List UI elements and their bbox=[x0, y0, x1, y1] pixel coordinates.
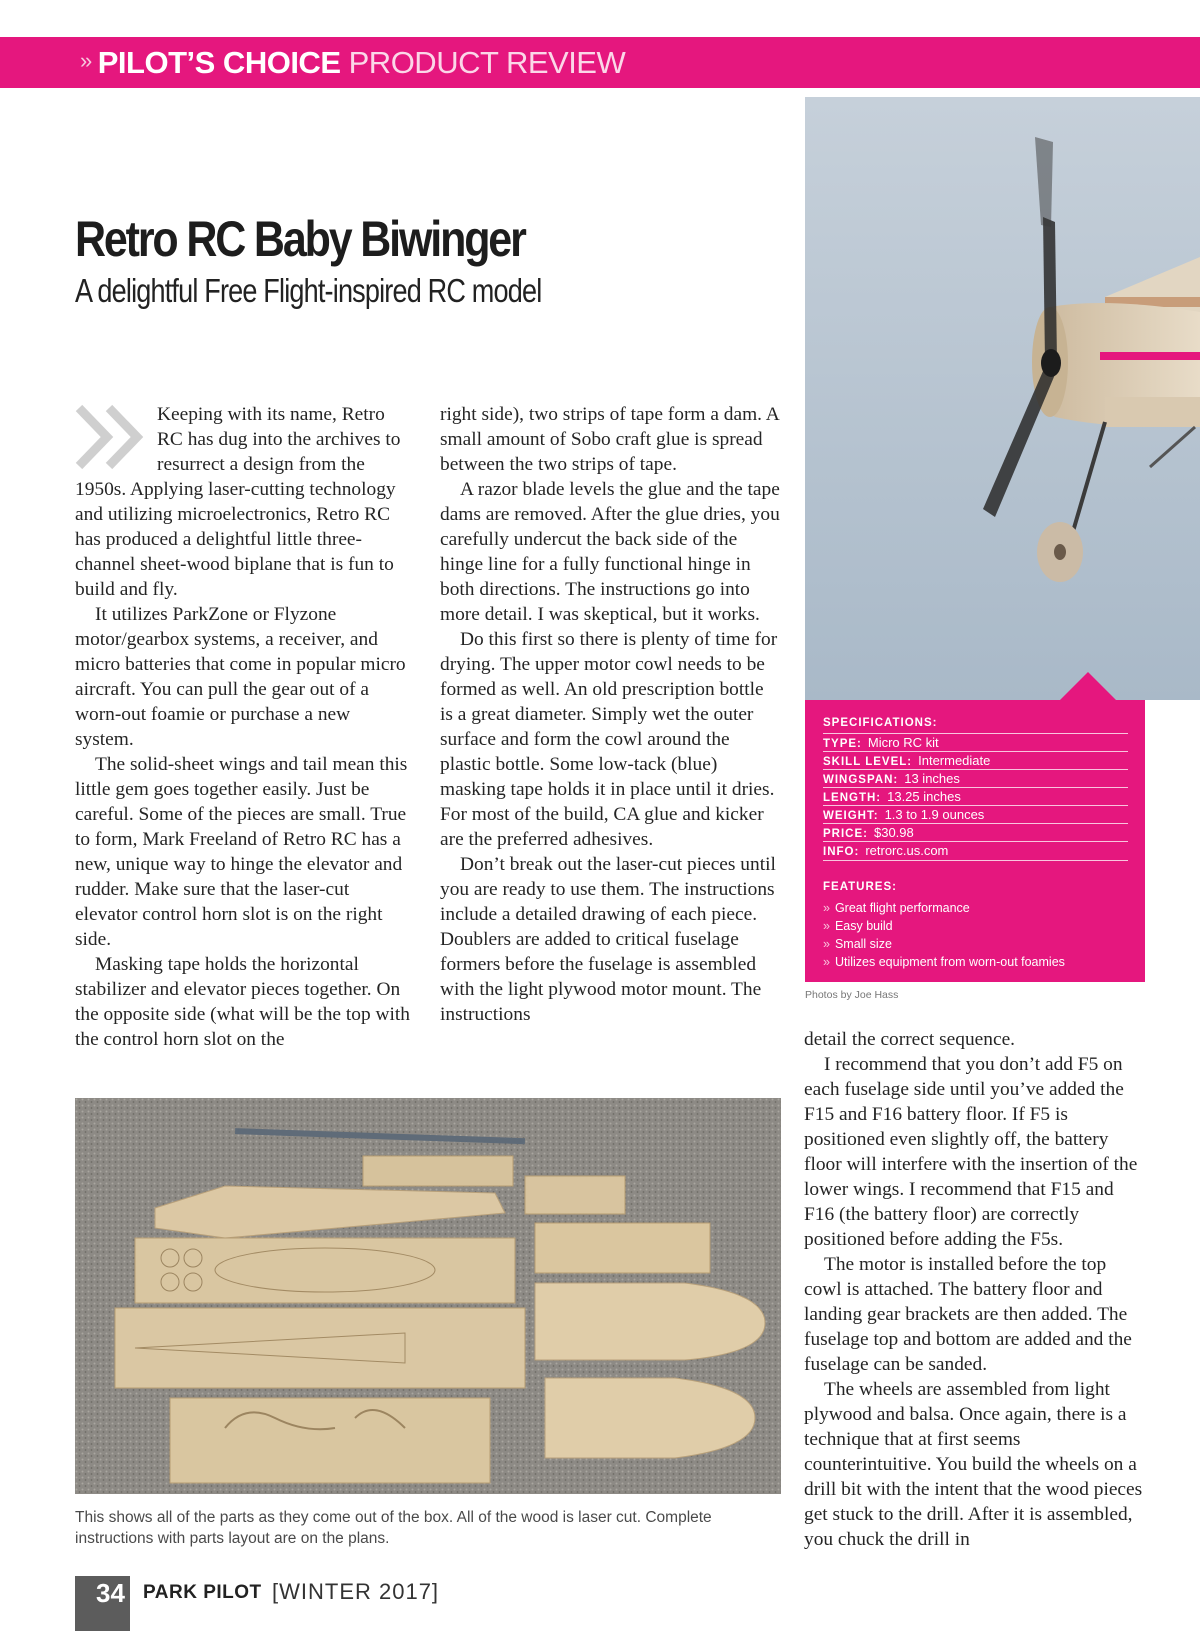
biplane-photo bbox=[805, 97, 1200, 700]
feature-item: » Easy build bbox=[823, 919, 893, 933]
chevron-icon: » bbox=[823, 955, 830, 969]
paragraph: Masking tape holds the horizontal stabilizer and elevator pieces together. On the opposite side (what will be the top with the control horn slot on the bbox=[75, 954, 410, 1050]
paragraph: The wheels are assembled from light plywood and balsa. Once again, there is a technique that at first seems counterintuitive. You build the wheels on a drill bit with the intent that the wood pieces get stuck to the drill. After it is assembled, you chuck the drill in bbox=[804, 1379, 1143, 1550]
paragraph: A razor blade levels the glue and the tape dams are removed. After the glue dries, you carefully undercut the back side of the hinge line for a fully functional hinge in both directions. The instructions go into more detail. I was skeptical, but it works. bbox=[440, 479, 780, 625]
paragraph: The solid-sheet wings and tail mean this little gem goes together easily. Just be careful. Some of the pieces are small. True to form, Mark Freeland of Retro RC has a new, unique way to hinge the elevator and rudder. Make sure that the laser-cut elevator control horn slot is on the right side. bbox=[75, 754, 408, 950]
spec-row-length: LENGTH: 13.25 inches bbox=[823, 787, 1128, 806]
double-chevron-icon: » bbox=[80, 48, 92, 73]
banner-text bbox=[80, 45, 625, 81]
paragraph: detail the correct sequence. bbox=[804, 1029, 1016, 1050]
spec-row-price: PRICE: $30.98 bbox=[823, 823, 1128, 842]
article-column-3 bbox=[804, 1027, 1144, 1552]
banner-section: PRODUCT REVIEW bbox=[348, 45, 626, 80]
features-heading: FEATURES: bbox=[823, 881, 897, 893]
chevron-icon: » bbox=[823, 937, 830, 951]
feature-item: » Small size bbox=[823, 937, 892, 951]
article-subtitle: A delightful Free Flight-inspired RC model bbox=[75, 272, 542, 309]
spec-row-skill: SKILL LEVEL: Intermediate bbox=[823, 751, 1128, 770]
specs-pointer bbox=[1060, 672, 1116, 700]
photo-credit: Photos by Joe Hass bbox=[805, 989, 899, 1001]
feature-item: » Utilizes equipment from worn-out foamies bbox=[823, 955, 1065, 969]
issue-label: [WINTER 2017] bbox=[272, 1579, 440, 1604]
spec-row-type: TYPE: Micro RC kit bbox=[823, 733, 1128, 752]
paragraph: The motor is installed before the top cowl is attached. The battery floor and landing gear brackets are then added. The fuselage top and bottom are added and the fuselage can be sanded. bbox=[804, 1254, 1132, 1375]
photo-caption: This shows all of the parts as they come out of the box. All of the wood is laser cut. Complete instructions with parts layout are on the plans. bbox=[75, 1509, 712, 1547]
kit-parts-photo bbox=[75, 1098, 781, 1494]
paragraph: Don’t break out the laser-cut pieces until you are ready to use them. The instructions include a detailed drawing of each piece. Doublers are added to critical fuselage formers before the fuselage is assembled with the light plywood motor mount. The instructions bbox=[440, 854, 776, 1025]
specifications-box bbox=[805, 700, 1145, 982]
magazine-name: PARK PILOT bbox=[143, 1582, 262, 1603]
paragraph: right side), two strips of tape form a dam. A small amount of Sobo craft glue is spread between the two strips of tape. bbox=[440, 404, 779, 475]
spec-row-weight: WEIGHT: 1.3 to 1.9 ounces bbox=[823, 805, 1128, 824]
paragraph: Do this first so there is plenty of time for drying. The upper motor cowl needs to be formed as well. An old prescription bottle is a great diameter. Simply wet the outer surface and form the cowl around the plastic bottle. Some low-tack (blue) masking tape holds it in place until it dries. For most of the build, CA glue and kicker are the preferred adhesives. bbox=[440, 629, 778, 850]
specs-heading: SPECIFICATIONS: bbox=[823, 717, 938, 729]
feature-item: » Great flight performance bbox=[823, 901, 970, 915]
paragraph: I recommend that you don’t add F5 on each fuselage side until you’ve added the F15 and F16 battery floor. If F5 is positioned even slightly off, the battery floor will interfere with the insertion of the lower wings. I recommend that F15 and F16 (the battery floor) are correctly positioned before adding the F5s. bbox=[804, 1054, 1138, 1250]
chevron-icon: » bbox=[823, 901, 830, 915]
chevron-icon: » bbox=[823, 919, 830, 933]
article-title: Retro RC Baby Biwinger bbox=[75, 211, 525, 267]
page-number: 34 bbox=[96, 1578, 125, 1608]
article-column-1 bbox=[75, 402, 413, 1052]
article-column-2 bbox=[440, 402, 780, 1027]
section-banner bbox=[0, 37, 1200, 88]
spec-row-info: INFO: retrorc.us.com bbox=[823, 841, 1128, 861]
spec-row-wingspan: WINGSPAN: 13 inches bbox=[823, 769, 1128, 788]
drop-chevron-icon bbox=[75, 404, 151, 474]
paragraph: Keeping with its name, Retro RC has dug into the archives to resurrect a design from the 1950s. Applying laser-cutting technology and utilizing microelectronics, Retro RC has produced a delightful little three-channel sheet-wood biplane that is fun to build and fly. bbox=[75, 404, 401, 600]
paragraph: It utilizes ParkZone or Flyzone motor/gearbox systems, a receiver, and micro batteries that come in popular micro aircraft. You can pull the gear out of a worn-out foamie or purchase a new system. bbox=[75, 604, 406, 750]
banner-brand: PILOT’S CHOICE bbox=[97, 45, 341, 80]
